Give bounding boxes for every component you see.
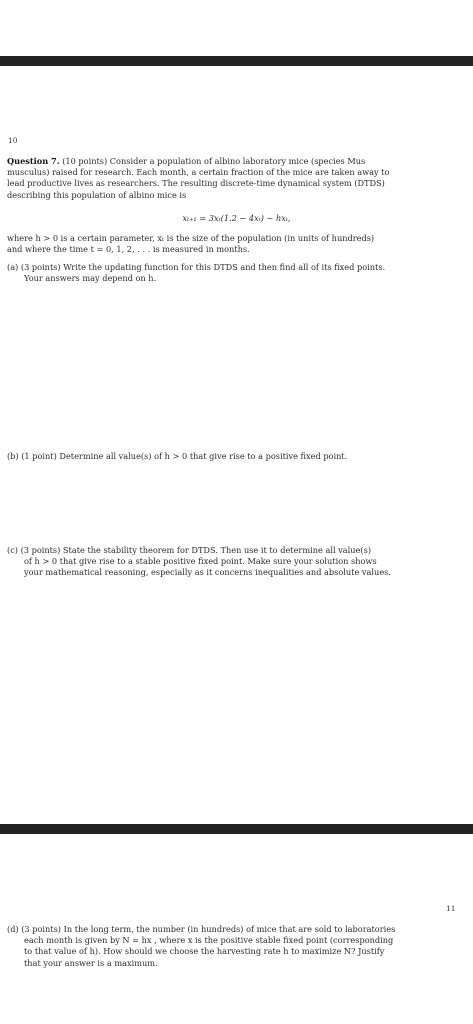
part-d: [7, 924, 395, 969]
part-a: [7, 262, 385, 284]
part-d-line-2: each month is given by N = hx , where x is the positive stable fixed point (corresponding: [24, 935, 394, 946]
part-b-line: (b) (1 point) Determine all value(s) of h > 0 that give rise to a positive fixed point.: [7, 451, 348, 461]
intro-line-3: lead productive lives as researchers. The resulting discrete-time dynamical system (DTDS): [7, 178, 385, 189]
part-b: [7, 451, 347, 462]
part-d-line-1: (d) (3 points) In the long term, the number (in hundreds) of mice that are sold to laboratories: [7, 924, 396, 934]
intro-line-2: musculus) raised for research. Each month, a certain fraction of the mice are taken away to: [7, 167, 390, 178]
intro-line-1: (10 points) Consider a population of albino laboratory mice (species Mus: [62, 156, 366, 166]
question-label: Question 7.: [7, 156, 60, 166]
part-d-line-4: that your answer is a maximum.: [24, 957, 158, 968]
dtds-equation: xₜ₊₁ = 3xₜ(1.2 − 4xₜ) − hxₜ,: [182, 213, 291, 223]
page-separator-top: [0, 56, 473, 66]
part-c-line-2: of h > 0 that give rise to a stable positive fixed point. Make sure your solution shows: [24, 556, 377, 567]
part-c: [7, 545, 391, 579]
where-line-2: and where the time t = 0, 1, 2, . . . is measured in months.: [7, 244, 250, 255]
part-d-line-3: to that value of h). How should we choose the harvesting rate h to maximize N? Justify: [24, 946, 385, 957]
part-a-line-2: Your answers may depend on h.: [24, 273, 157, 284]
intro-line-4: describing this population of albino mice is: [7, 189, 187, 200]
page-separator-middle: [0, 824, 473, 834]
where-line-1: where h > 0 is a certain parameter, xₜ is the size of the population (in units of hundreds): [7, 233, 375, 243]
part-a-line-1: (a) (3 points) Write the updating function for this DTDS and then find all of its fixed points.: [7, 262, 386, 272]
page-number: 10: [8, 136, 18, 145]
question-intro: [7, 156, 389, 201]
page-number: 11: [446, 904, 456, 913]
part-c-line-3: your mathematical reasoning, especially as it concerns inequalities and absolute values.: [24, 567, 391, 578]
part-c-line-1: (c) (3 points) State the stability theorem for DTDS. Then use it to determine all value(s): [7, 545, 372, 555]
where-clause: [7, 233, 374, 255]
